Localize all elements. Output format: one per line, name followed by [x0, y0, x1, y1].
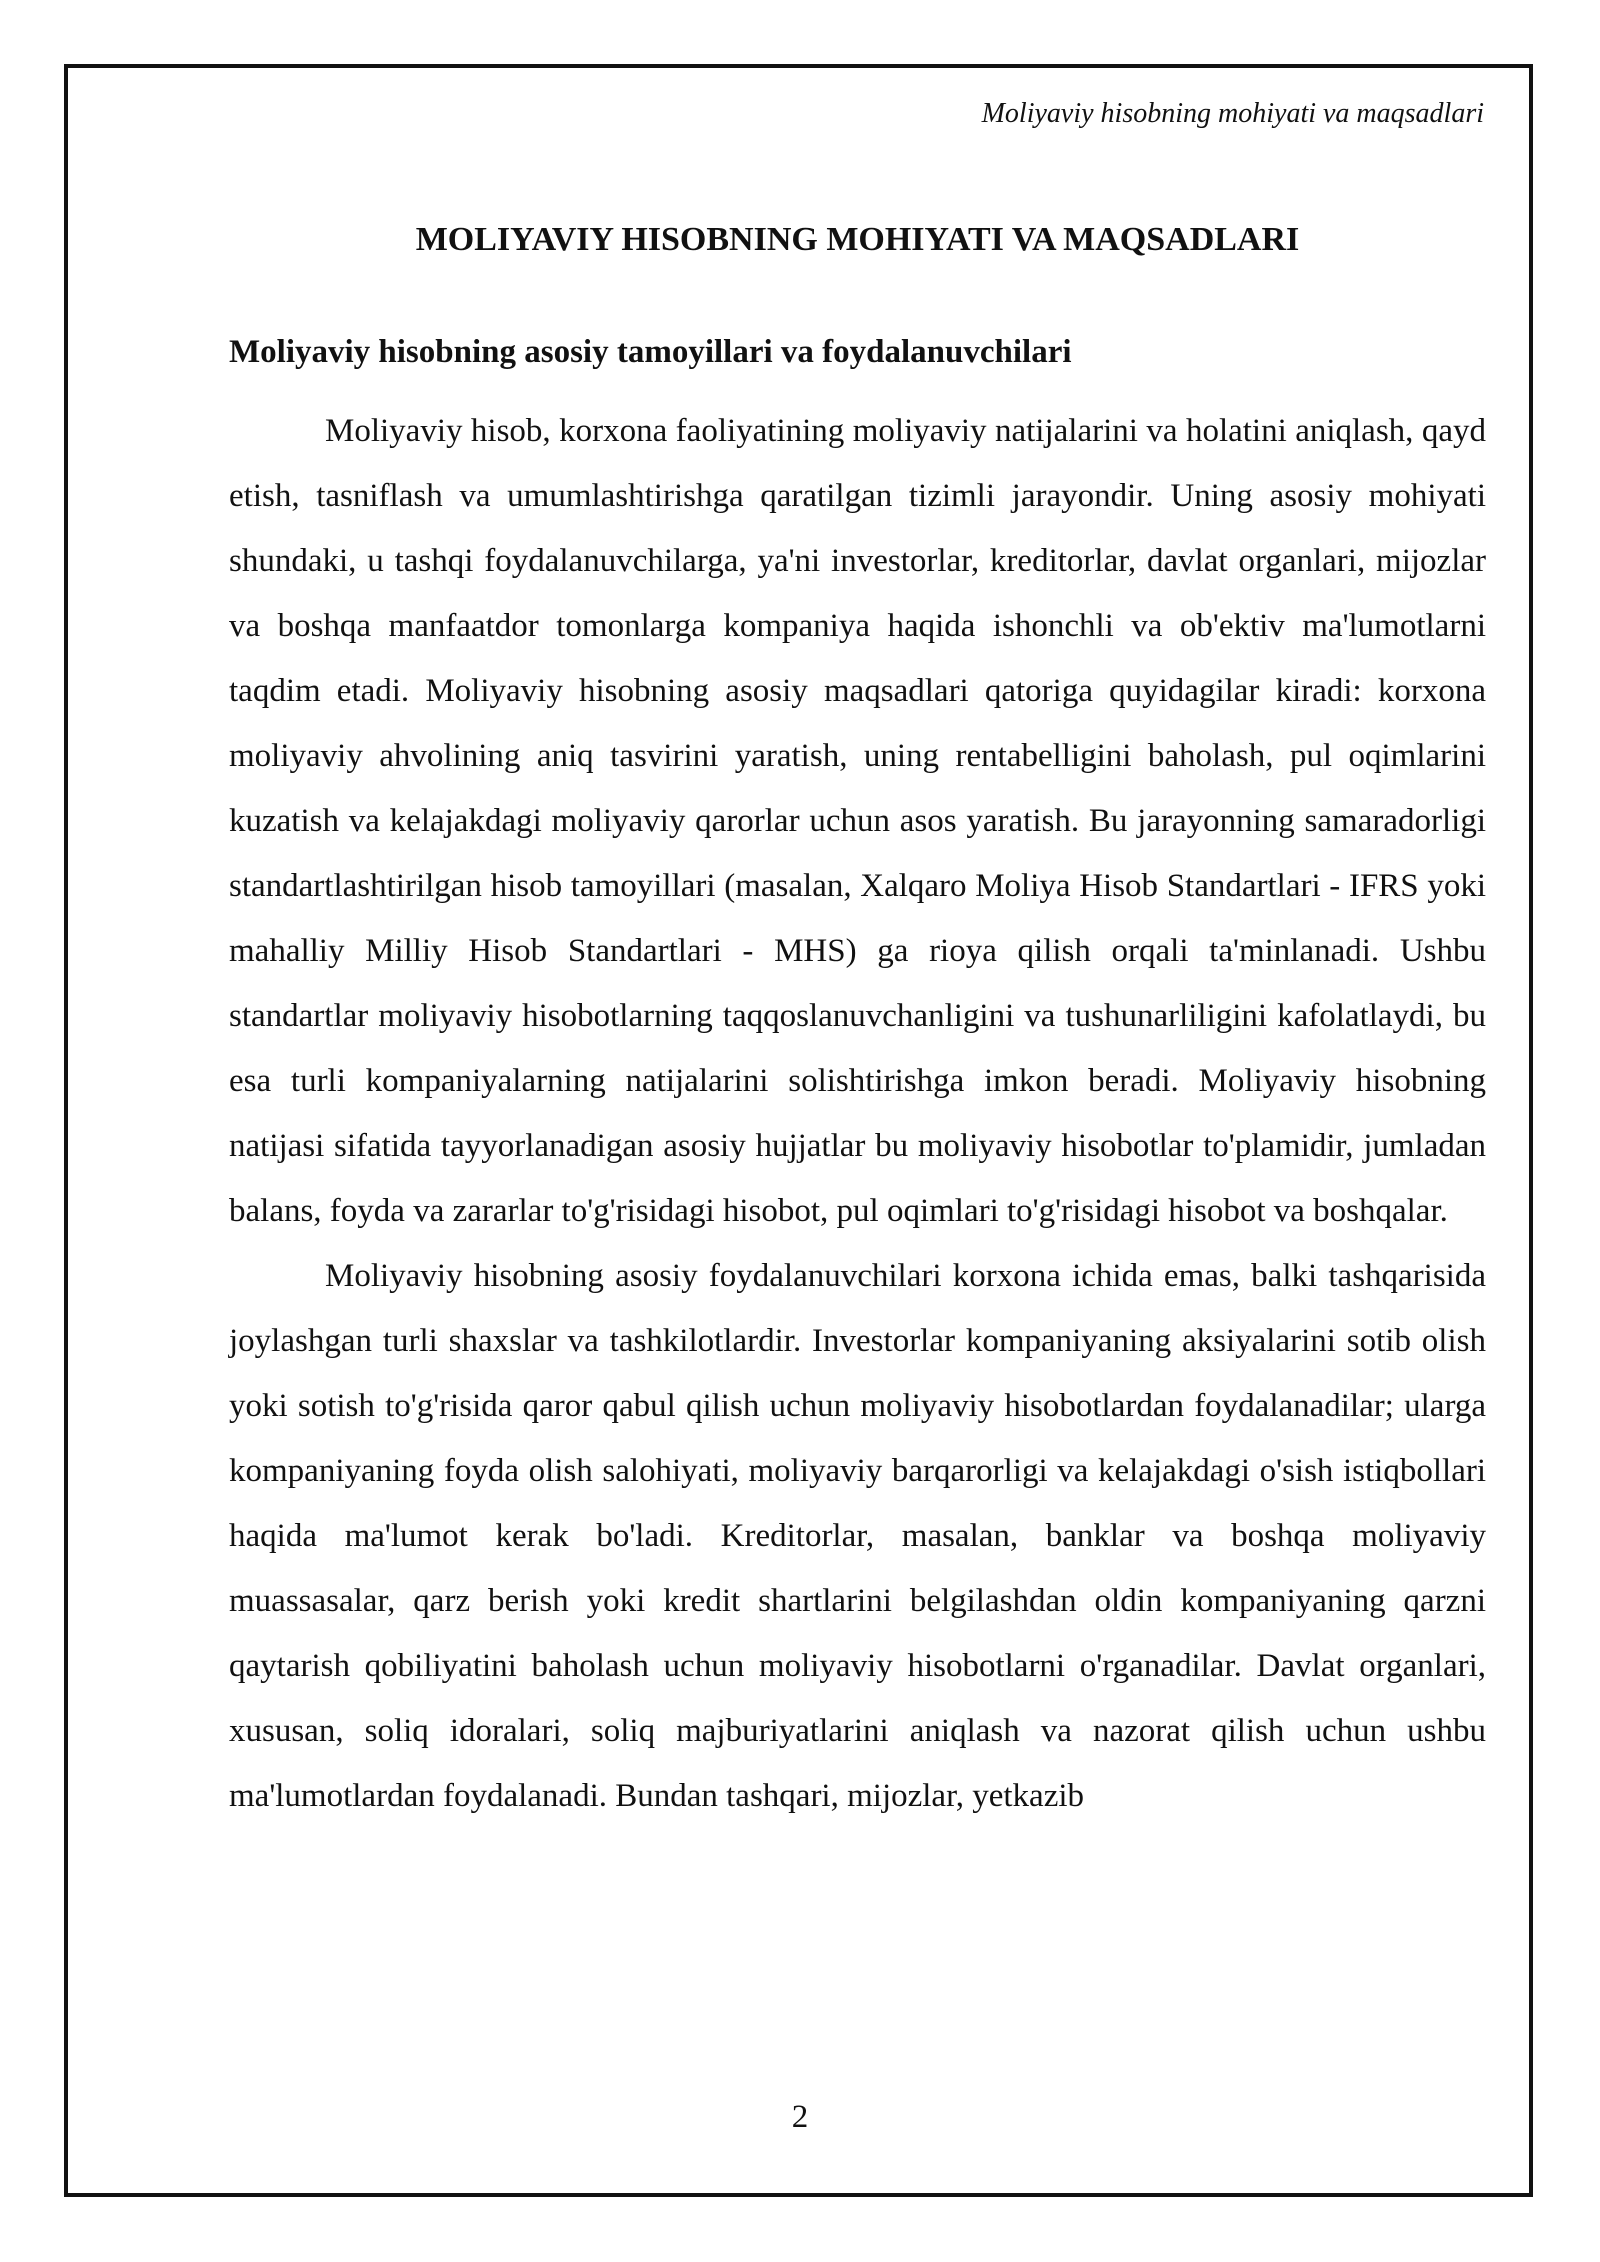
document-title: MOLIYAVIY HISOBNING MOHIYATI VA MAQSADLARI — [415, 221, 1300, 258]
page-content — [229, 205, 1486, 1829]
body-paragraph-1: Moliyaviy hisob, korxona faoliyatining moliyaviy natijalarini va holatini aniqlash, qayd etish, tasniflash va umumlashtirishga qaratilgan tizimli jarayondir. Uning asosiy mohiyati shundaki, u tashqi foydalanuvchilarga, ya'ni investorlar, kreditorlar, davlat organlari, mijozlar va boshqa manfaatdor tomonlarga kompaniya haqida ishonchli va ob'ektiv ma'lumotlarni taqdim etadi. Moliyaviy hisobning asosiy maqsadlari qatoriga quyidagilar kiradi: korxona moliyaviy ahvolining aniq tasvirini yaratish, uning rentabelligini baholash, pul oqimlarini kuzatish va kelajakdagi moliyaviy qarorlar uchun asos yaratish. Bu jarayonning samaradorligi standartlashtirilgan hisob tamoyillari (masalan, Xalqaro Moliya Hisob Standartlari - IFRS yoki mahalliy Milliy Hisob Standartlari - MHS) ga rioya qilish orqali ta'minlanadi. Ushbu standartlar moliyaviy hisobotlarning taqqoslanuvchanligini va tushunarliligini kafolatlaydi, bu esa turli kompaniyalarning natijalarini solishtirishga imkon beradi. Moliyaviy hisobning natijasi sifatida tayyorlanadigan asosiy hujjatlar bu moliyaviy hisobotlar to'plamidir, jumladan balans, foyda va zararlar to'g'risidagi hisobot, pul oqimlari to'g'risidagi hisobot va boshqalar. — [229, 413, 1486, 1229]
section-heading: Moliyaviy hisobning asosiy tamoyillari va foydalanuvchilari — [229, 334, 1072, 370]
body-paragraph-2: Moliyaviy hisobning asosiy foydalanuvchilari korxona ichida emas, balki tashqarisida joylashgan turli shaxslar va tashkilotlardir. Investorlar kompaniyaning aksiyalarini sotib olish yoki sotish to'g'risida qaror qabul qilish uchun moliyaviy hisobotlardan foydalanadilar; ularga kompaniyaning foyda olish salohiyati, moliyaviy barqarorligi va kelajakdagi o'sish istiqbollari haqida ma'lumot kerak bo'ladi. Kreditorlar, masalan, banklar va boshqa moliyaviy muassasalar, qarz berish yoki kredit shartlarini belgilashdan oldin kompaniyaning qarzni qaytarish qobiliyatini baholash uchun moliyaviy hisobotlarni o'rganadilar. Davlat organlari, xususan, soliq idoralari, soliq majburiyatlarini aniqlash va nazorat qilish uchun ushbu ma'lumotlardan foydalanadi. Bundan tashqari, mijozlar, yetkazib — [229, 1258, 1486, 1814]
page-number: 2 — [791, 2099, 809, 2135]
running-header: Moliyaviy hisobning mohiyati va maqsadlari — [981, 98, 1484, 129]
